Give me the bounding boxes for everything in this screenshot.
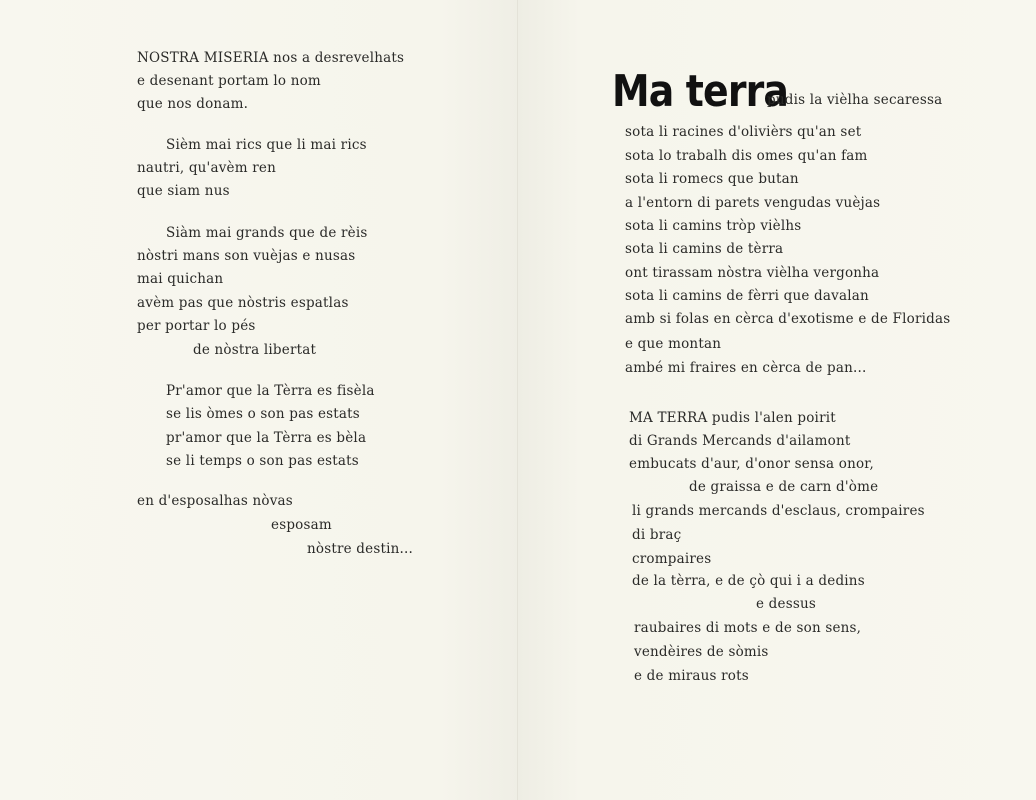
- poem-line: sota li camins de fèrri que davalan: [625, 288, 869, 304]
- poem-line: que siam nus: [137, 183, 230, 199]
- poem-line: e de miraus rots: [634, 668, 749, 684]
- poem-line: de graissa e de carn d'òme: [689, 479, 879, 495]
- poem-line: di braç: [632, 527, 682, 543]
- poem-line: Siàm mai grands que de rèis: [166, 225, 368, 241]
- poem-line: nautri, qu'avèm ren: [137, 160, 276, 176]
- poem-line: de nòstra libertat: [193, 342, 317, 358]
- poem-line: li grands mercands d'esclaus, crompaires: [632, 503, 925, 519]
- poem-line: e que montan: [625, 336, 722, 352]
- poem-line: nòstre destin...: [307, 541, 413, 557]
- poem-line: sota li camins de tèrra: [625, 241, 784, 257]
- poem-line: pudis la vièlha secaressa: [767, 92, 943, 108]
- poem-line: se lis òmes o son pas estats: [166, 406, 360, 422]
- poem-line: per portar lo pés: [137, 318, 256, 334]
- page-fold: [517, 0, 518, 800]
- poem-line: sota li racines d'olivièrs qu'an set: [625, 124, 862, 140]
- poem-line: NOSTRA MISERIA nos a desrevelhats: [137, 50, 405, 66]
- poem-line: ambé mi fraires en cèrca de pan...: [625, 360, 867, 376]
- poem-line: de la tèrra, e de çò qui i a dedins: [632, 573, 865, 589]
- poem-line: sota lo trabalh dis omes qu'an fam: [625, 148, 868, 164]
- poem-line: sota li romecs que butan: [625, 171, 799, 187]
- poem-title: Ma terra: [612, 66, 789, 117]
- poem-line: mai quichan: [137, 271, 224, 287]
- poem-line: e dessus: [756, 596, 816, 612]
- poem-line: se li temps o son pas estats: [166, 453, 359, 469]
- poem-line: a l'entorn di parets vengudas vuèjas: [625, 195, 881, 211]
- poem-line: en d'esposalhas nòvas: [137, 493, 293, 509]
- right-page: [518, 0, 1036, 800]
- poem-line: e desenant portam lo nom: [137, 73, 321, 89]
- poem-line: ont tirassam nòstra vièlha vergonha: [625, 265, 880, 281]
- poem-line: di Grands Mercands d'ailamont: [629, 433, 851, 449]
- poem-line: crompaires: [632, 551, 712, 567]
- poem-line: raubaires di mots e de son sens,: [634, 620, 862, 636]
- poem-line: vendèires de sòmis: [634, 644, 769, 660]
- poem-line: Sièm mai rics que li mai rics: [166, 137, 367, 153]
- poem-line: sota li camins tròp vièlhs: [625, 218, 802, 234]
- poem-line: avèm pas que nòstris espatlas: [137, 295, 349, 311]
- poem-line: MA TERRA pudis l'alen poirit: [629, 410, 836, 426]
- poem-line: embucats d'aur, d'onor sensa onor,: [629, 456, 874, 472]
- poem-line: que nos donam.: [137, 96, 249, 112]
- poem-line: pr'amor que la Tèrra es bèla: [166, 430, 367, 446]
- poem-line: esposam: [271, 517, 332, 533]
- poem-line: nòstri mans son vuèjas e nusas: [137, 248, 356, 264]
- poem-line: amb si folas en cèrca d'exotisme e de Floridas: [625, 311, 951, 327]
- poem-line: Pr'amor que la Tèrra es fisèla: [166, 383, 375, 399]
